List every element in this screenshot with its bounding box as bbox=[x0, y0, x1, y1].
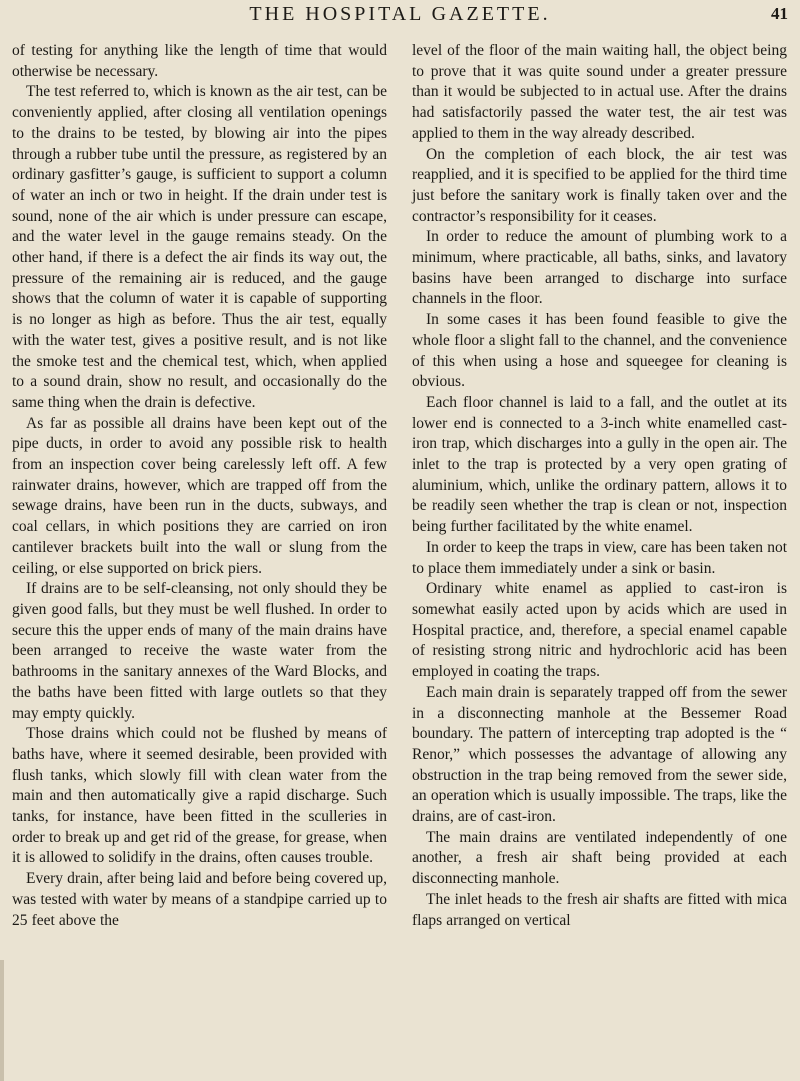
page-number: 41 bbox=[771, 4, 788, 23]
paragraph: Those drains which could not be flushed by means of baths have, where it seemed desirable, been provided with flush tanks, which slowly fill with clean water from the main and then automatically give a rapid discharge. Such tanks, for instance, have been fitted in the sculleries in order to break up and get rid of the grease, for grease, when it is allowed to solidify in the drains, often causes trouble. bbox=[12, 725, 387, 867]
paragraph: If drains are to be self-cleansing, not only should they be given good falls, but they must be well flushed. In order to secure this the upper ends of many of the main drains have been arranged to receive the waste water from the bathrooms in the sanitary annexes of the Ward Blocks, and the baths have been fitted with large outlets so that they may empty quickly. bbox=[12, 580, 387, 722]
paragraph: Every drain, after being laid and before being covered up, was tested with water by means of a standpipe carried up to 25 feet above the bbox=[12, 870, 387, 929]
right-column bbox=[412, 41, 787, 931]
page-header bbox=[0, 3, 800, 35]
paragraph: level of the floor of the main waiting hall, the object being to prove that it was quite sound under a greater pressure than it would be subjected to in actual use. After the drains had satisfactorily passed the water test, the air test was applied to them in the way already described. bbox=[412, 42, 787, 142]
paragraph: In order to reduce the amount of plumbing work to a minimum, where practicable, all baths, sinks, and lavatory basins have been arranged to discharge into surface channels in the floor. bbox=[412, 228, 787, 308]
paragraph: As far as possible all drains have been kept out of the pipe ducts, in order to avoid any possible risk to health from an inspection cover being carelessly left off. A few rainwater drains, however, which are trapped off from the sewage drains, have been run in the ducts, subways, and coal cellars, in which positions they are carried on iron cantilever brackets built into the wall or slung from the ceiling, or else supported on brick piers. bbox=[12, 414, 387, 577]
paragraph: Each main drain is separately trapped off from the sewer in a disconnecting manhole at the Bessemer Road boundary. The pattern of intercepting trap adopted is the “ Renor,” which possesses the advantage of allowing any obstruction in the trap being removed from the sewer side, an operation which is usually impossible. The traps, like the drains, are of cast-iron. bbox=[412, 683, 787, 826]
left-column bbox=[12, 41, 387, 931]
paragraph: Ordinary white enamel as applied to cast-iron is somewhat easily acted upon by acids which are used in Hospital practice, and, therefore, a special enamel capable of resisting strong nitric and hydrochloric acid has been employed in coating the traps. bbox=[412, 580, 787, 681]
running-title: THE HOSPITAL GAZETTE. bbox=[249, 3, 551, 25]
paragraph: In some cases it has been found feasible to give the whole floor a slight fall to the channel, and the convenience of this when using a hose and squeegee for cleaning is obvious. bbox=[412, 311, 787, 391]
paragraph: of testing for anything like the length of time that would otherwise be necessary. bbox=[12, 42, 387, 80]
page-edge-shadow bbox=[0, 960, 4, 1081]
paragraph: The inlet heads to the fresh air shafts are fitted with mica flaps arranged on vertical bbox=[412, 890, 787, 929]
paragraph: The main drains are ventilated independently of one another, a fresh air shaft being provided at each disconnecting manhole. bbox=[412, 828, 787, 888]
paragraph: In order to keep the traps in view, care has been taken not to place them immediately under a sink or basin. bbox=[412, 538, 787, 577]
paragraph: On the completion of each block, the air test was reapplied, and it is specified to be applied for the third time just before the sanitary work is finally taken over and the contractor’s responsibility for it ceases. bbox=[412, 145, 787, 225]
paragraph: Each floor channel is laid to a fall, and the outlet at its lower end is connected to a 3-inch white enamelled cast-iron trap, which discharges into a gully in the open air. The inlet to the trap is protected by a very open grating of aluminium, which, unlike the ordinary pattern, allows it to be readily seen whether the trap is clean or not, inspection being further facilitated by the white enamel. bbox=[412, 393, 787, 536]
paragraph: The test referred to, which is known as the air test, can be conveniently applied, after closing all ventilation openings to the drains to be tested, by blowing air into the pipes through a rubber tube until the pressure, as registered by an ordinary gasfitter’s gauge, is sufficient to support a column of water an inch or two in height. If the drain under test is sound, none of the air which is under pressure can escape, and the water level in the gauge remains steady. On the other hand, if there is a defect the air finds its way out, the pressure of the remaining air is reduced, and the gauge shows that the column of water it is capable of supporting is no longer as high as before. Thus the air test, equally with the water test, gives a positive result, and is not like the smoke test and the chemical test, which, when applied to a sound drain, show no result, and occasionally do the same thing when the drain is defective. bbox=[12, 83, 387, 411]
